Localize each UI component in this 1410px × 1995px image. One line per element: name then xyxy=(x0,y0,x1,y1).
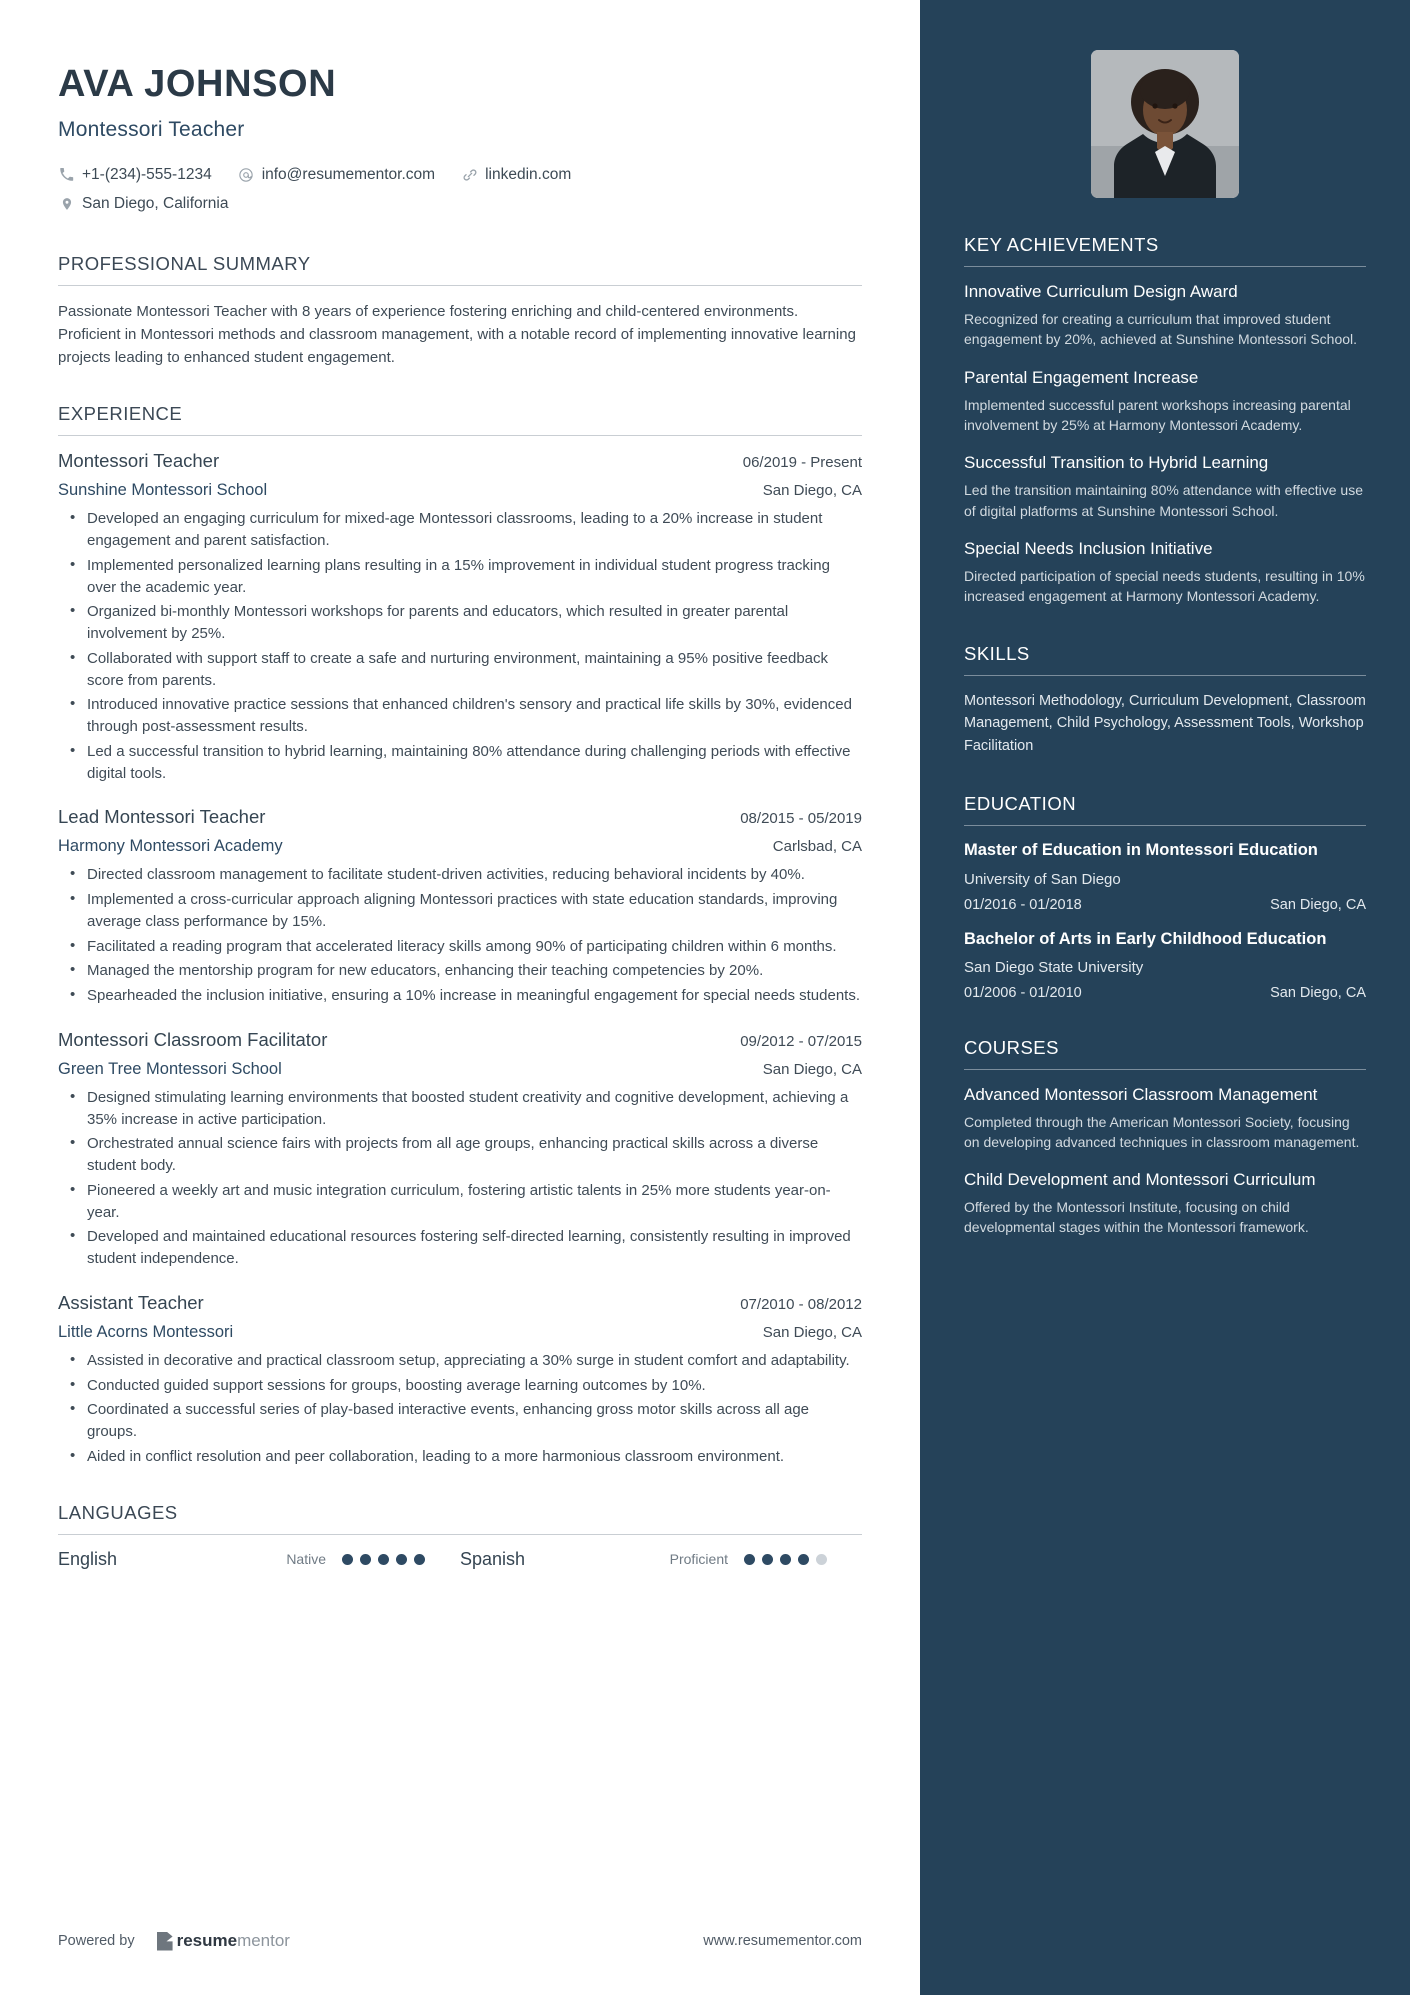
experience-job-title: Montessori Teacher xyxy=(58,450,220,472)
header xyxy=(58,64,862,219)
course-description: Completed through the American Montessori Society, focusing on developing advanced techniques in classroom management. xyxy=(964,1114,1360,1151)
experience-bullet-list xyxy=(58,1350,862,1468)
experience-bullet: • Facilitated a reading program that accelerated literacy skills among 90% of participating children within 6 months. xyxy=(58,936,862,958)
skills-text: Montessori Methodology, Curriculum Development, Classroom Management, Child Psychology, Assessment Tools, Workshop Facilitation xyxy=(964,692,1366,754)
education-item xyxy=(964,929,1366,1001)
achievement-title: Successful Transition to Hybrid Learning xyxy=(964,453,1269,473)
proficiency-dot-filled xyxy=(414,1554,425,1565)
section-key-achievements xyxy=(964,234,1366,607)
education-item xyxy=(964,840,1366,912)
sidebar xyxy=(920,0,1410,1995)
section-heading-courses: COURSES xyxy=(964,1037,1059,1059)
experience-bullet: • Introduced innovative practice sessions that enhanced children's sensory and practical life skills by 30%, evidenced through post-assessment results. xyxy=(58,694,862,738)
powered-by-label: Powered by xyxy=(58,1933,135,1949)
proficiency-dot-filled xyxy=(378,1554,389,1565)
proficiency-dot-filled xyxy=(798,1554,809,1565)
experience-location: San Diego, CA xyxy=(762,1060,862,1078)
experience-bullet: • Aided in conflict resolution and peer collaboration, leading to a more harmonious classroom environment. xyxy=(58,1446,862,1468)
section-heading-education: EDUCATION xyxy=(964,793,1077,815)
contact-location-text: San Diego, California xyxy=(82,195,229,213)
experience-bullet: • Collaborated with support staff to create a safe and nurturing environment, maintaining a 95% positive feedback score from parents. xyxy=(58,648,862,692)
proficiency-dot-filled xyxy=(744,1554,755,1565)
language-name: Spanish xyxy=(460,1548,526,1569)
experience-company-name: Green Tree Montessori School xyxy=(58,1059,282,1078)
education-dates: 01/2016 - 01/2018 xyxy=(964,896,1082,913)
language-proficiency-dots xyxy=(342,1554,425,1565)
language-proficiency-dots xyxy=(744,1554,827,1565)
contact-phone-text: +1-(234)-555-1234 xyxy=(82,165,212,183)
languages-list xyxy=(58,1549,862,1570)
experience-company-name: Harmony Montessori Academy xyxy=(58,837,283,856)
experience-location: Carlsbad, CA xyxy=(772,838,862,856)
experience-company-name: Sunshine Montessori School xyxy=(58,481,268,500)
education-degree: Bachelor of Arts in Early Childhood Education xyxy=(964,929,1327,948)
section-skills xyxy=(964,643,1366,757)
experience-bullet: • Organized bi-monthly Montessori workshops for parents and educators, which resulted in greater parental involvement by 25%. xyxy=(58,601,862,645)
resumementor-logo xyxy=(157,1931,290,1951)
proficiency-dot-filled xyxy=(762,1554,773,1565)
experience-job-title: Assistant Teacher xyxy=(58,1291,204,1313)
avatar xyxy=(1091,50,1239,198)
achievement-title: Parental Engagement Increase xyxy=(964,367,1199,387)
achievement-description: Implemented successful parent workshops increasing parental involvement by 25% at Harmony Montessori Academy. xyxy=(964,396,1351,434)
contact-info xyxy=(58,160,862,219)
phone-icon xyxy=(58,166,75,183)
section-professional-summary xyxy=(58,253,862,370)
experience-item-subheader xyxy=(58,837,862,856)
contact-linkedin-text: linkedin.com xyxy=(485,165,572,183)
section-experience xyxy=(58,403,862,1467)
experience-item xyxy=(58,1029,862,1270)
section-heading-summary: PROFESSIONAL SUMMARY xyxy=(58,252,311,274)
education-dates: 01/2006 - 01/2010 xyxy=(964,985,1082,1002)
experience-bullet: • Spearheaded the inclusion initiative, ensuring a 10% increase in meaningful engagement for special needs students. xyxy=(58,985,862,1007)
education-list xyxy=(964,840,1366,1001)
experience-item-header xyxy=(58,450,862,472)
contact-line-primary xyxy=(58,160,862,189)
experience-item xyxy=(58,450,862,784)
experience-bullet: • Led a successful transition to hybrid learning, maintaining 80% attendance during challenging periods with effective digital tools. xyxy=(58,741,862,785)
experience-bullet: • Assisted in decorative and practical classroom setup, appreciating a 30% surge in student comfort and adaptability. xyxy=(58,1350,862,1372)
experience-bullet-list xyxy=(58,508,862,784)
course-title: Child Development and Montessori Curriculum xyxy=(964,1169,1316,1189)
experience-bullet: • Conducted guided support sessions for groups, boosting average learning outcomes by 10%. xyxy=(58,1375,862,1397)
education-location: San Diego, CA xyxy=(1270,896,1366,913)
experience-item-subheader xyxy=(58,481,862,500)
achievements-list xyxy=(964,281,1366,607)
course-description: Offered by the Montessori Institute, focusing on child developmental stages within the Montessori framework. xyxy=(964,1198,1309,1236)
courses-list xyxy=(964,1084,1366,1237)
course-item xyxy=(964,1169,1366,1238)
proficiency-dot-filled xyxy=(780,1554,791,1565)
language-item xyxy=(460,1549,862,1570)
course-title: Advanced Montessori Classroom Management xyxy=(964,1085,1318,1105)
proficiency-dot-filled xyxy=(396,1554,407,1565)
education-school: University of San Diego xyxy=(964,870,1121,888)
education-location: San Diego, CA xyxy=(1270,985,1366,1002)
course-item xyxy=(964,1084,1366,1153)
experience-job-dates: 08/2015 - 05/2019 xyxy=(740,810,862,828)
achievement-title: Innovative Curriculum Design Award xyxy=(964,282,1238,301)
experience-job-title: Montessori Classroom Facilitator xyxy=(58,1028,328,1050)
language-level: Native xyxy=(286,1551,326,1568)
experience-item xyxy=(58,1292,862,1468)
experience-item-subheader xyxy=(58,1323,862,1342)
contact-phone[interactable] xyxy=(58,160,212,189)
summary-text: Passionate Montessori Teacher with 8 years of experience fostering enriching and child-centered environments. Proficient in Montessori methods and classroom management, with a notable record of implementing innovative learning projects leading to enhanced student engagement. xyxy=(58,302,856,367)
brand-bold-text: resume xyxy=(176,1931,238,1950)
resumementor-mark-icon xyxy=(157,1932,173,1951)
section-heading-achievements: KEY ACHIEVEMENTS xyxy=(964,234,1159,255)
experience-bullet: • Developed an engaging curriculum for mixed-age Montessori classrooms, leading to a 20% increase in student engagement and parent satisfaction. xyxy=(58,508,862,552)
education-meta xyxy=(964,985,1366,1001)
experience-bullet-list xyxy=(58,1087,862,1270)
brand-light-text: mentor xyxy=(237,1931,290,1950)
achievement-item xyxy=(964,452,1366,521)
education-school: San Diego State University xyxy=(964,959,1144,977)
divider xyxy=(964,266,1366,267)
powered-by xyxy=(58,1931,290,1951)
language-item xyxy=(58,1549,460,1570)
section-courses xyxy=(964,1037,1366,1237)
experience-item-header xyxy=(58,1029,862,1051)
education-meta xyxy=(964,897,1366,913)
section-languages xyxy=(58,1502,862,1570)
achievement-item xyxy=(964,367,1366,436)
experience-bullet: • Directed classroom management to facilitate student-driven activities, reducing behavioral incidents by 40%. xyxy=(58,864,862,886)
experience-item-header xyxy=(58,806,862,828)
experience-job-dates: 06/2019 - Present xyxy=(742,454,862,472)
experience-bullet: • Implemented a cross-curricular approach aligning Montessori practices with state education standards, improving average class performance by 15%. xyxy=(58,889,862,933)
email-icon xyxy=(238,166,255,183)
section-heading-languages: LANGUAGES xyxy=(58,1501,178,1523)
contact-line-secondary xyxy=(58,189,862,218)
proficiency-dot-filled xyxy=(360,1554,371,1565)
section-heading-experience: EXPERIENCE xyxy=(58,403,183,425)
section-heading-skills: SKILLS xyxy=(964,642,1030,664)
proficiency-dot-empty xyxy=(816,1554,827,1565)
achievement-item xyxy=(964,538,1366,607)
experience-job-title: Lead Montessori Teacher xyxy=(58,806,266,828)
achievement-title: Special Needs Inclusion Initiative xyxy=(964,539,1213,559)
experience-location: San Diego, CA xyxy=(762,482,862,500)
language-name: English xyxy=(58,1548,118,1569)
experience-item-subheader xyxy=(58,1060,862,1079)
achievement-item xyxy=(964,281,1366,350)
experience-bullet-list xyxy=(58,864,862,1007)
contact-email[interactable] xyxy=(238,160,435,189)
language-level: Proficient xyxy=(669,1551,728,1568)
achievement-description: Directed participation of special needs students, resulting in 10% increased engagement at Harmony Montessori Academy. xyxy=(964,568,1365,605)
achievement-description: Led the transition maintaining 80% attendance with effective use of digital platforms at Sunshine Montessori School. xyxy=(964,482,1363,519)
experience-bullet: • Managed the mentorship program for new educators, enhancing their teaching competencies by 20%. xyxy=(58,960,862,982)
divider xyxy=(964,1069,1366,1070)
experience-bullet: • Designed stimulating learning environments that boosted student creativity and cognitive development, achieving a 35% increase in active participation. xyxy=(58,1087,862,1131)
experience-bullet: • Orchestrated annual science fairs with projects from all age groups, enhancing practical skills across a diverse student body. xyxy=(58,1133,862,1177)
experience-item xyxy=(58,806,862,1007)
page-title: AVA JOHNSON xyxy=(58,63,337,105)
experience-bullet: • Developed and maintained educational resources fostering self-directed learning, consistently resulting in improved student independence. xyxy=(58,1226,862,1270)
divider xyxy=(964,675,1366,676)
divider xyxy=(58,1534,862,1535)
section-education xyxy=(964,793,1366,1001)
contact-email-text: info@resumementor.com xyxy=(261,165,436,183)
experience-job-dates: 07/2010 - 08/2012 xyxy=(740,1295,862,1313)
proficiency-dot-filled xyxy=(342,1554,353,1565)
experience-bullet: • Coordinated a successful series of play-based interactive events, enhancing gross motor skills across all age groups. xyxy=(58,1399,862,1443)
education-degree: Master of Education in Montessori Education xyxy=(964,841,1318,860)
footer xyxy=(58,1931,862,1951)
contact-linkedin[interactable] xyxy=(461,160,571,189)
contact-location xyxy=(58,189,228,218)
divider xyxy=(964,825,1366,826)
experience-bullet: • Pioneered a weekly art and music integration curriculum, fostering artistic talents in 25% more students year-on-year. xyxy=(58,1180,862,1224)
experience-job-dates: 09/2012 - 07/2015 xyxy=(740,1032,862,1050)
divider xyxy=(58,435,862,436)
job-role-subtitle: Montessori Teacher xyxy=(58,117,245,141)
profile-photo xyxy=(1091,50,1239,198)
footer-website[interactable]: www.resumementor.com xyxy=(703,1933,862,1949)
experience-location: San Diego, CA xyxy=(762,1323,862,1341)
experience-bullet: • Implemented personalized learning plans resulting in a 15% improvement in individual student progress tracking over the academic year. xyxy=(58,555,862,599)
location-pin-icon xyxy=(58,195,75,212)
experience-item-header xyxy=(58,1292,862,1314)
achievement-description: Recognized for creating a curriculum that improved student engagement by 20%, achieved at Sunshine Montessori School. xyxy=(964,311,1358,348)
experience-list xyxy=(58,450,862,1467)
experience-company-name: Little Acorns Montessori xyxy=(58,1322,234,1341)
divider xyxy=(58,285,862,286)
link-icon xyxy=(461,166,478,183)
